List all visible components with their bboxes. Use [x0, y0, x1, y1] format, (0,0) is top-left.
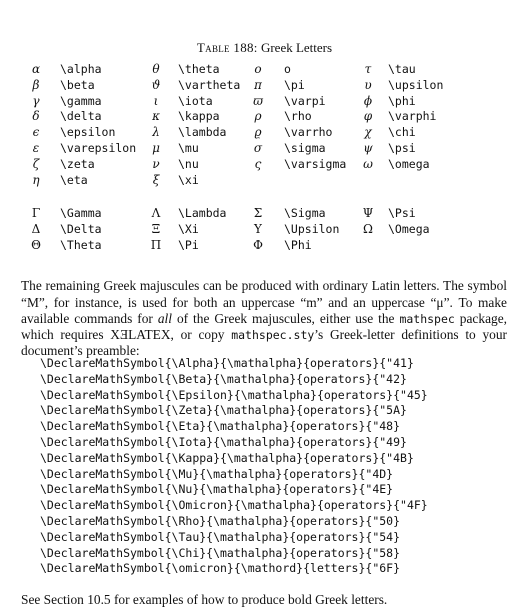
latex-command: \Pi [178, 237, 199, 252]
latex-command: \eta [60, 172, 88, 187]
latex-command: \Delta [60, 221, 102, 236]
greek-symbol: ψ [363, 141, 373, 155]
code-line: \DeclareMathSymbol{\Beta}{\mathalpha}{operators}{"42} [40, 371, 407, 386]
greek-symbol: Γ [31, 206, 41, 220]
greek-symbol: ϑ [151, 77, 161, 92]
latex-command: \theta [178, 62, 220, 76]
latex-command: \Lambda [178, 206, 227, 220]
greek-symbol: ξ [152, 172, 160, 187]
greek-symbol: π [254, 77, 262, 92]
latex-command: \pi [284, 77, 305, 92]
code-line: \DeclareMathSymbol{\Kappa}{\mathalpha}{operators}{"4B} [40, 450, 414, 465]
code-line: \DeclareMathSymbol{\Epsilon}{\mathalpha}{operators}{"45} [40, 387, 428, 402]
latex-command: \alpha [60, 62, 102, 76]
greek-symbol: Θ [31, 237, 41, 252]
latex-command: \varrho [284, 125, 333, 140]
greek-symbol: κ [152, 109, 160, 124]
greek-symbol: ς [254, 156, 262, 171]
code-line: \DeclareMathSymbol{\Chi}{\mathalpha}{operators}{"58} [40, 545, 401, 560]
greek-symbol: ρ [254, 109, 262, 124]
footer-note: See Section 10.5 for examples of how to produce bold Greek letters. [21, 592, 388, 607]
latex-command: \kappa [178, 109, 220, 124]
table-caption-label: Table 188: [196, 40, 258, 55]
greek-symbol: φ [363, 109, 373, 124]
greek-symbol: η [32, 172, 40, 187]
greek-symbol: γ [32, 93, 40, 108]
code-line: \DeclareMathSymbol{\omicron}{\mathord}{letters}{"6F} [40, 561, 401, 576]
code-block [40, 356, 428, 577]
code-line: \DeclareMathSymbol{\Mu}{\mathalpha}{operators}{"4D} [40, 466, 394, 481]
latex-command: \nu [178, 156, 199, 171]
latex-command: \tau [388, 62, 416, 76]
latex-command: \varepsilon [60, 141, 137, 155]
greek-symbol: χ [364, 125, 372, 140]
code-line: \DeclareMathSymbol{\Zeta}{\mathalpha}{operators}{"5A} [40, 403, 407, 418]
greek-symbol: Ω [363, 221, 373, 236]
greek-symbol: ω [363, 156, 373, 171]
latex-command: \iota [178, 93, 213, 108]
latex-command: \Gamma [60, 206, 102, 220]
greek-symbol: Ξ [151, 221, 161, 236]
greek-symbol: ϵ [32, 125, 40, 140]
paragraph-text-4: ’s Greek-letter definitions to your document’s preamble: [21, 327, 507, 359]
latex-command: \Omega [388, 221, 430, 236]
greek-symbol: τ [364, 62, 372, 76]
latex-command: \omega [388, 156, 430, 171]
greek-symbol: Λ [151, 206, 161, 220]
latex-command: \Upsilon [284, 221, 340, 236]
paragraph-text-3: package, which requires XƎLATEX, or copy [21, 310, 507, 342]
latex-command: \epsilon [60, 125, 116, 140]
greek-symbol: Δ [31, 221, 41, 236]
greek-symbol: ζ [32, 156, 40, 171]
latex-command: \varpi [284, 93, 326, 108]
greek-symbol: Π [150, 237, 162, 252]
latex-command: \Psi [388, 206, 416, 220]
latex-command: \Xi [178, 221, 199, 236]
code-line: \DeclareMathSymbol{\Nu}{\mathalpha}{operators}{"4E} [40, 482, 394, 497]
paragraph-emphasis-all: all [157, 310, 172, 326]
latex-command: \Sigma [284, 206, 326, 220]
latex-command: \Phi [284, 237, 312, 252]
paragraph-text-1: The remaining Greek majuscules can be produced with ordinary Latin letters. The symbol “M”, for instance, is used for both an uppercase “m” and an uppercase “μ”. To make available commands for [21, 278, 507, 326]
latex-command: \varphi [388, 109, 437, 124]
mathspec-package-name: mathspec [399, 311, 455, 326]
greek-symbol: α [31, 62, 41, 76]
latex-command: \gamma [60, 93, 102, 108]
greek-symbol: λ [152, 125, 160, 140]
table-caption [0, 40, 529, 56]
body-paragraph [21, 278, 507, 359]
latex-command: \delta [60, 109, 102, 124]
greek-symbol: Φ [253, 237, 263, 252]
greek-symbol: ν [152, 156, 160, 171]
code-line: \DeclareMathSymbol{\Rho}{\mathalpha}{operators}{"50} [40, 513, 401, 528]
code-line: \DeclareMathSymbol{\Omicron}{\mathalpha}{operators}{"4F} [40, 498, 428, 513]
greek-symbol: θ [152, 62, 160, 76]
latex-command: \upsilon [388, 77, 444, 92]
code-line: \DeclareMathSymbol{\Tau}{\mathalpha}{operators}{"54} [40, 529, 401, 544]
code-line: \DeclareMathSymbol{\Alpha}{\mathalpha}{operators}{"41} [40, 356, 414, 370]
greek-symbol: ε [32, 141, 40, 155]
code-line: \DeclareMathSymbol{\Iota}{\mathalpha}{operators}{"49} [40, 434, 407, 449]
latex-command: \xi [178, 172, 199, 187]
latex-command: \chi [388, 125, 416, 140]
greek-symbol: ϱ [254, 125, 262, 140]
latex-command: \phi [388, 93, 416, 108]
latex-command: \Theta [60, 237, 102, 252]
latex-command: \vartheta [178, 77, 241, 92]
greek-symbol: δ [32, 109, 40, 124]
latex-command: \varsigma [284, 156, 347, 171]
mathspec-file-name: mathspec.sty [231, 328, 315, 342]
greek-symbol: Ψ [362, 206, 374, 220]
latex-command: o [284, 62, 291, 76]
greek-symbol: ι [153, 93, 159, 108]
greek-symbol: Υ [254, 221, 262, 236]
greek-symbol: ϖ [253, 93, 263, 108]
latex-command: \rho [284, 109, 312, 124]
table-caption-title: Greek Letters [260, 40, 333, 55]
greek-symbol: ϕ [363, 93, 373, 108]
greek-symbol: μ [152, 141, 160, 155]
latex-command: \psi [388, 141, 416, 155]
latex-command: \beta [60, 77, 95, 92]
paragraph-text-2: of the Greek majuscules, either use the [171, 310, 400, 326]
greek-symbol: σ [253, 141, 263, 155]
latex-command: \sigma [284, 141, 326, 155]
latex-command: \mu [178, 141, 199, 155]
greek-symbol: β [32, 77, 40, 92]
greek-symbol: o [254, 62, 262, 76]
greek-symbol: Σ [253, 206, 263, 220]
latex-command: \zeta [60, 156, 95, 171]
greek-symbol: υ [364, 77, 372, 92]
code-line: \DeclareMathSymbol{\Eta}{\mathalpha}{operators}{"48} [40, 419, 401, 434]
latex-command: \lambda [178, 125, 227, 140]
